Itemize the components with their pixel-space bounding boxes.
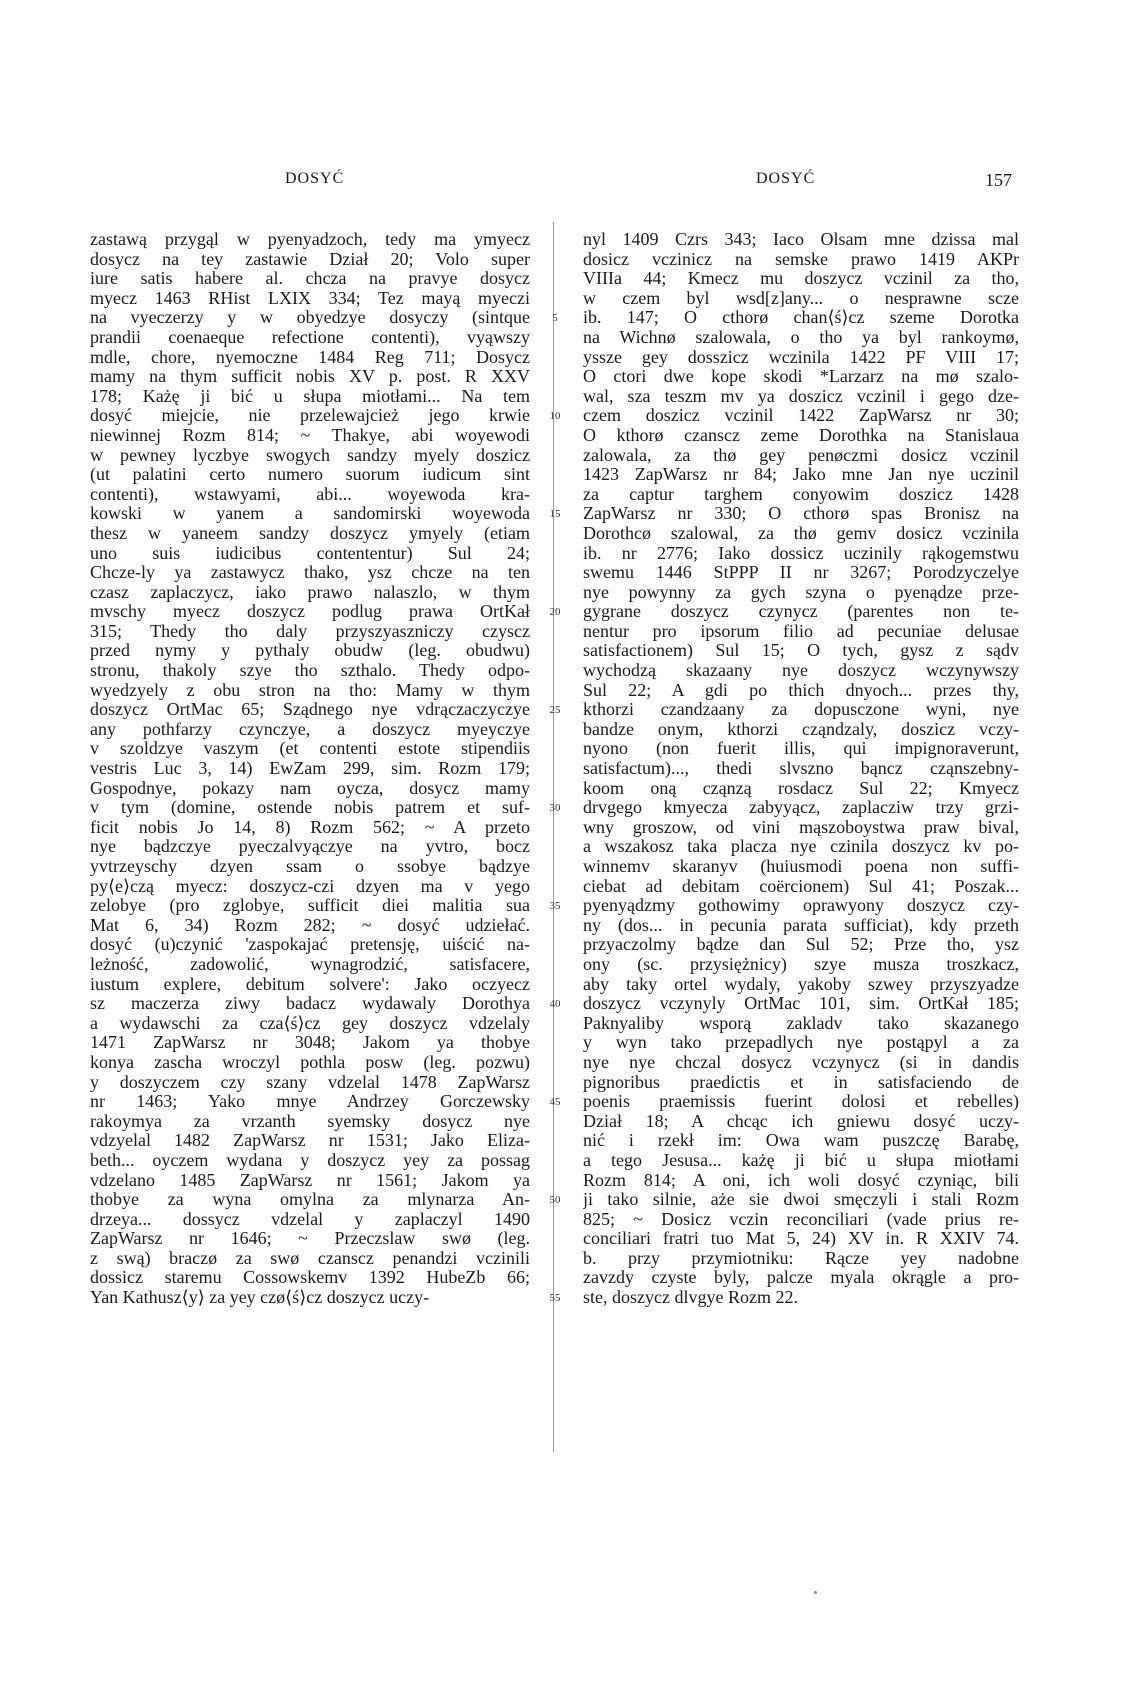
text-line: wyedzyely z obu stron na tho: Mamy w thym — [90, 680, 530, 700]
text-line: koom oną cząnzą rosdacz Sul 22; Kmyecz — [583, 778, 1019, 798]
text-line: nye powynny za gych szyna o pyenądze prze- — [583, 582, 1019, 602]
text-line: a wszakosz taka placza nye czinila doszycz kv po- — [583, 837, 1019, 857]
text-line: bandze onym, kthorzi cząndzaly, doszicz vczy- — [583, 719, 1019, 739]
text-line: konya zascha wroczyl pothla posw (leg. pozwu) — [90, 1052, 530, 1072]
text-line: y wyn tako przepadlych nye postąpyl a za — [583, 1033, 1019, 1053]
text-line: zalowala, za thø gey penøczmi dosicz vczinil — [583, 445, 1019, 465]
line-number: 15 — [549, 508, 561, 521]
text-line: 315; Thedy tho daly przyszyaszniczy czyscz — [90, 621, 530, 641]
text-line: gygrane doszycz czynycz (parentes non te- — [583, 602, 1019, 622]
line-number: 50 — [549, 1194, 561, 1207]
text-line: ib. 147; O cthorø chan⟨ś⟩cz szeme Dorotka — [583, 308, 1019, 328]
text-line: doszycz OrtMac 65; Sządnego nye vdrączaczyczye — [90, 700, 530, 720]
text-line: czem doszicz vczinil 1422 ZapWarsz nr 30; — [583, 406, 1019, 426]
text-line: yssze gey dosszicz wczinila 1422 PF VIII 17; — [583, 347, 1019, 367]
text-line: nyl 1409 Czrs 343; Iaco Olsam mne dzissa mal — [583, 230, 1019, 249]
text-line: any pothfarzy czynczye, a doszycz myeyczye — [90, 719, 530, 739]
text-line: leżność, zadowolić, wynagrodzić, satisfacere, — [90, 954, 530, 974]
text-line: ony (sc. przysiężnicy) szye musza troszkacz, — [583, 954, 1019, 974]
text-line: przed nymy y pythaly obudw (leg. obudwu) — [90, 641, 530, 661]
line-number: 25 — [549, 704, 561, 717]
page-number: 157 — [985, 170, 1012, 190]
text-line: kowski w yanem a sandomirski woyewoda — [90, 504, 530, 524]
text-line: prandii coenaeque refectione contenti), vyąwszy — [90, 327, 530, 347]
text-line: nić i rzekł im: Owa wam puszczę Barabę, — [583, 1131, 1019, 1151]
text-line: Mat 6, 34) Rozm 282; ~ dosyć udziełać. — [90, 915, 530, 935]
text-line: conciliari fratri tuo Mat 5, 24) XV in. R XXIV 74. — [583, 1229, 1019, 1249]
text-line: VIIIa 44; Kmecz mu doszycz vczinil za tho, — [583, 269, 1019, 289]
text-line: za captur targhem conyowim doszicz 1428 — [583, 484, 1019, 504]
text-line: v szoldzye vaszym (et contenti estote stipendiis — [90, 739, 530, 759]
line-number: 45 — [549, 1096, 561, 1109]
text-line: uno suis iudicibus contententur) Sul 24; — [90, 543, 530, 563]
text-line: ji tako silnie, aże sie dwoi smęczyli i stali Rozm — [583, 1190, 1019, 1210]
line-number: 10 — [549, 410, 561, 423]
text-line: Chcze-ly ya zastawycz thako, ysz chcze na ten — [90, 563, 530, 583]
left-text-column — [90, 230, 530, 1308]
text-line: satisfactum)..., thedi slvszno bąncz cząnszebny- — [583, 759, 1019, 779]
text-line: a tego Jesusa... każę ji bić u słupa miotłami — [583, 1150, 1019, 1170]
line-number: 55 — [549, 1292, 561, 1305]
text-line: dosycz na tey zastawie Dział 20; Volo super — [90, 249, 530, 269]
text-line: O kthorø czanscz zeme Dorothka na Stanislaua — [583, 425, 1019, 445]
text-line: z swą) braczø za swø czanscz penandzi vczinili — [90, 1248, 530, 1268]
print-speck — [814, 1591, 817, 1594]
text-line: mdle, chore, nyemoczne 1484 Reg 711; Dosycz — [90, 347, 530, 367]
text-line: rakoymya za vrzanth syemsky dosycz nye — [90, 1111, 530, 1131]
text-line: na Wichnø szalowala, o tho ya byl rankoymø, — [583, 327, 1019, 347]
text-line: ficit nobis Jo 14, 8) Rozm 562; ~ A przeto — [90, 817, 530, 837]
text-line: w czem byl wsd[z]any... o nesprawne scze — [583, 288, 1019, 308]
line-number: 30 — [549, 802, 561, 815]
text-line: zastawą przygąl w pyenyadzoch, tedy ma ymyecz — [90, 230, 530, 249]
line-number: 40 — [549, 998, 561, 1011]
text-line: iustum explere, debitum solvere': Jako oczyecz — [90, 974, 530, 994]
text-line: 1471 ZapWarsz nr 3048; Jakom ya thobye — [90, 1033, 530, 1053]
text-line: winnemv skaranyv (huiusmodi poena non suffi- — [583, 857, 1019, 876]
text-line: b. przy przymiotniku: Rącze yey nadobne — [583, 1248, 1019, 1268]
text-line: y doszyczem czy szany vdzelal 1478 ZapWarsz — [90, 1072, 530, 1092]
text-line: nentur pro ipsorum filio ad pecuniae delusae — [583, 621, 1019, 641]
text-line: yvtrzeyschy dzyen ssam o ssobye bądzye — [90, 857, 530, 876]
line-number: 20 — [549, 606, 561, 619]
text-line: 1423 ZapWarsz nr 84; Jako mne Jan nye uczinil — [583, 465, 1019, 485]
text-line: ste, doszycz dlvgye Rozm 22. — [583, 1287, 798, 1308]
text-line: beth... oyczem wydana y doszycz yey za possag — [90, 1150, 530, 1170]
text-line: doszycz vczynyly OrtMac 101, sim. OrtKał 185; — [583, 994, 1019, 1014]
text-line: Dorothcø szalowal, za thø gemv dosicz vczinila — [583, 523, 1019, 543]
text-line: nye bądzczye pyeczalvyączye na yvtro, bocz — [90, 837, 530, 857]
text-line: kthorzi czandzaany za dopusczone wyni, nye — [583, 700, 1019, 720]
text-line: mamy na thym sufficit nobis XV p. post. R XXV — [90, 367, 530, 387]
text-line: thesz w yaneem sandzy doszycz ymyely (etiam — [90, 523, 530, 543]
text-line: drzeya... dossycz vdzelal y zaplaczyl 1490 — [90, 1209, 530, 1229]
text-line: (ut palatini certo numero suorum iudicum sint — [90, 465, 530, 485]
text-line: Gospodnye, pokazy nam oycza, dosycz mamy — [90, 778, 530, 798]
running-head-left: DOSYĆ — [285, 170, 345, 187]
text-line: myecz 1463 RHist LXIX 334; Tez mayą myeczi — [90, 288, 530, 308]
text-line: ny (dos... in pecunia parata sufficiat), kdy przeth — [583, 915, 1019, 935]
text-line: v tym (domine, ostende nobis patrem et suf- — [90, 798, 530, 818]
text-line: ZapWarsz nr 330; O cthorø spas Bronisz na — [583, 504, 1019, 524]
text-line: 825; ~ Dosicz vczin reconciliari (vade prius re- — [583, 1209, 1019, 1229]
text-line: py⟨e⟩czą myecz: doszycz-czi dzyen ma v yego — [90, 876, 530, 896]
text-line: mvschy myecz doszycz podlug prawa OrtKał — [90, 602, 530, 622]
text-line: przyaczolmy bądze dan Sul 52; Prze tho, ysz — [583, 935, 1019, 955]
text-line: zelobye (pro zglobye, sufficit diei malitia sua — [90, 896, 530, 916]
text-line: poenis praemissis fuerint dolosi et rebelles) — [583, 1092, 1019, 1112]
text-line: czasz zaplaczycz, iako prawo nalaszlo, w thym — [90, 582, 530, 602]
column-divider — [553, 222, 554, 1452]
text-line: thobye za wyna omylna za mlynarza An- — [90, 1190, 530, 1210]
line-number: 35 — [549, 900, 561, 913]
text-line: stronu, thakoly szye tho szthalo. Thedy odpo- — [90, 661, 530, 681]
text-line: wny groszow, od vini mąszoboystwa praw bival, — [583, 817, 1019, 837]
text-line: Yan Kathusz⟨y⟩ za yey czø⟨ś⟩cz doszycz uczy- — [90, 1287, 430, 1308]
text-line: niewinnej Rozm 814; ~ Thakye, abi woyewodi — [90, 425, 530, 445]
text-line: zavzdy czyste byly, palcze myala okrągle a pro- — [583, 1268, 1019, 1288]
text-line: Rozm 814; A oni, ich woli dosyć czyniąc, bili — [583, 1170, 1019, 1190]
text-line: dosicz vczinicz na semske prawo 1419 AKPr — [583, 249, 1019, 269]
text-line: contenti), wstawyami, abi... woyewoda kra- — [90, 484, 530, 504]
text-line: wal, sza teszm mv ya doszicz vczinil i gego dze- — [583, 386, 1019, 406]
text-line: O ctori dwe kope skodi *Larzarz na mø szalo- — [583, 367, 1019, 387]
text-line: dossicz staremu Cossowskemv 1392 HubeZb 66; — [90, 1268, 530, 1288]
text-line: dosyć (u)czynić 'zaspokajać pretensję, uiścić na- — [90, 935, 530, 955]
text-line: aby taky ortel wydaly, yakoby szwey przyszyadze — [583, 974, 1019, 994]
text-line: iure satis habere al. chcza na pravye dosycz — [90, 269, 530, 289]
text-line: vdzyelal 1482 ZapWarsz nr 1531; Jako Eliza- — [90, 1131, 530, 1151]
text-line: ZapWarsz nr 1646; ~ Przeczslaw swø (leg. — [90, 1229, 530, 1249]
text-line: satisfactionem) Sul 15; O tych, gysz z sądv — [583, 641, 1019, 661]
text-line: Paknyaliby wsporą zakladv tako skazanego — [583, 1013, 1019, 1033]
text-line: nyono (non fuerit illis, qui impignoraverunt, — [583, 739, 1019, 759]
running-head-right: DOSYĆ — [756, 170, 816, 187]
text-line: a wydawschi za cza⟨ś⟩cz gey doszycz vdzelaly — [90, 1013, 530, 1033]
text-line: Dział 18; A chcąc ich gniewu dosyć uczy- — [583, 1111, 1019, 1131]
right-text-column — [583, 230, 1019, 1308]
text-line: nye nye chczal dosycz vczynycz (si in dandis — [583, 1052, 1019, 1072]
text-line: swemu 1446 StPPP II nr 3267; Porodzyczelye — [583, 563, 1019, 583]
line-number: 5 — [552, 312, 558, 325]
text-line: ciebat ad debitam coërcionem) Sul 41; Poszak... — [583, 876, 1019, 896]
text-line: sz maczerza ziwy badacz wydawaly Dorothya — [90, 994, 530, 1014]
text-line: vdzelano 1485 ZapWarsz nr 1561; Jakom ya — [90, 1170, 530, 1190]
text-line: w pewney lyczbye swogych sandzy myely doszicz — [90, 445, 530, 465]
text-line: Sul 22; A gdi po thich dnyoch... przes thy, — [583, 680, 1019, 700]
text-line: dosyć miejcie, nie przelewajcież jego krwie — [90, 406, 530, 426]
text-line: pignoribus praedictis et in satisfaciendo de — [583, 1072, 1019, 1092]
text-line: vestris Luc 3, 14) EwZam 299, sim. Rozm 179; — [90, 759, 530, 779]
text-line: nr 1463; Yako mnye Andrzey Gorczewsky — [90, 1092, 530, 1112]
text-line: 178; Każę ji bić u słupa miotłami... Na tem — [90, 386, 530, 406]
text-line: wychodzą skazaany nye doszycz wczynywszy — [583, 661, 1019, 681]
text-line: na vyeczerzy y w obyedzye dosyczy (sintque — [90, 308, 530, 328]
text-line: ib. nr 2776; Iako dossicz uczinily rąkogemstwu — [583, 543, 1019, 563]
text-line: drvgego kmyecza zabyyącz, zaplacziw trzy grzi- — [583, 798, 1019, 818]
text-line: pyenyądzmy gothowimy oprawyony doszycz czy- — [583, 896, 1019, 916]
